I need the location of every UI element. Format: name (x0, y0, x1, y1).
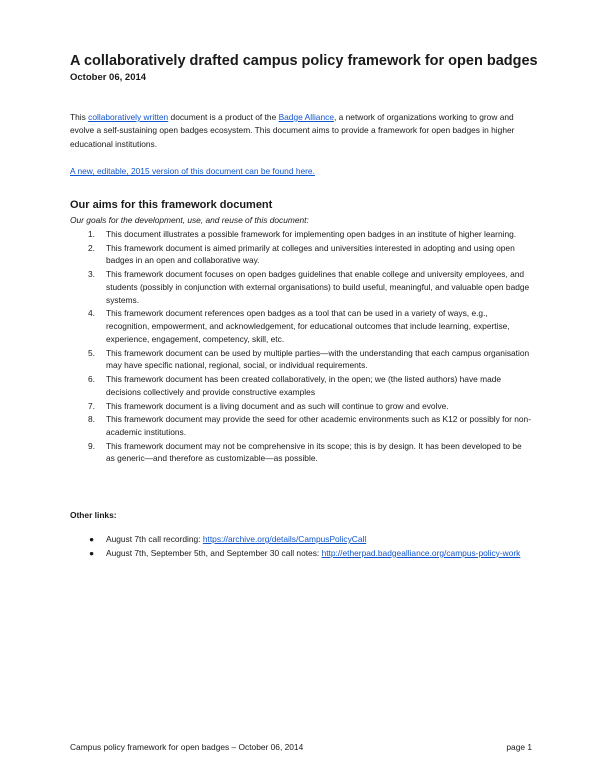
new-version-paragraph (70, 165, 315, 178)
list-item (70, 228, 532, 241)
list-number: 9. (88, 440, 95, 451)
link-label: August 7th call recording: (106, 534, 203, 544)
badge-alliance-link[interactable]: Badge Alliance (278, 112, 334, 122)
intro-text-1: This (70, 112, 89, 122)
page-number: page 1 (506, 742, 532, 752)
list-item (70, 268, 532, 306)
list-item-text: This framework document can be used by multiple parties—with the understanding that each campus organisation may have specific national, regional, social, or individual requirements. (106, 347, 530, 371)
new-version-link[interactable]: A new, editable, 2015 version of this document can be found here. (70, 166, 315, 176)
list-number: 5. (88, 347, 95, 358)
list-item-text: This framework document may provide the seed for other academic environments such as K12 or possibly for non-academic institutions. (106, 414, 531, 437)
aims-subheading: Our goals for the development, use, and reuse of this document: (70, 215, 309, 225)
list-item-text: This framework document references open badges as a tool that can be used in a variety of ways, e.g., recognition, empowerment, and acknowledgement, for educational outcomes that include learning, expertise, experience, engagement, competency, skill, etc. (106, 308, 510, 344)
list-item (70, 400, 532, 413)
call-notes-link[interactable]: http://etherpad.badgealliance.org/campus-policy-work (321, 547, 521, 558)
document-date: October 06, 2014 (70, 72, 147, 83)
list-item-text: This framework document is a living document and as such will continue to grow and evolve. (106, 400, 449, 411)
other-links-heading: Other links: (70, 510, 117, 520)
list-number: 1. (88, 229, 95, 239)
list-item-text: This document illustrates a possible framework for implementing open badges in an institute of higher learning. (106, 229, 517, 239)
list-item (70, 307, 532, 345)
aims-heading: Our aims for this framework document (70, 199, 273, 211)
link-label: August 7th, September 5th, and September 30 call notes: (106, 547, 322, 558)
intro-text-2: document is a product of the (168, 112, 279, 122)
intro-text-3: , a network of organizations working to grow and evolve a self-sustaining open badges ecosystem. This document aims to provide a framework for open badges in higher educational institutions. (70, 112, 515, 149)
footer-title: Campus policy framework for open badges – October 06, 2014 (70, 742, 304, 752)
list-number: 8. (88, 414, 95, 425)
list-number: 7. (88, 400, 95, 411)
list-item (70, 533, 532, 546)
list-item-text: This framework document may not be comprehensive in its scope; this is by design. It has been developed to be as generic—and therefore as customizable—as possible. (106, 440, 522, 464)
list-item-text: This framework document has been created collaboratively, in the open; we (the listed authors) have made decisions collectively and provide constructive examples (106, 374, 502, 397)
list-item (70, 373, 532, 398)
list-item-text: This framework document is aimed primarily at colleges and universities interested in adopting and using open badges in an open and collaborative way. (106, 242, 515, 266)
list-item (70, 413, 532, 438)
list-number: 3. (88, 269, 95, 280)
intro-paragraph (70, 111, 532, 151)
call-recording-link[interactable]: https://archive.org/details/CampusPolicyCall (202, 534, 367, 544)
list-item (70, 440, 532, 465)
list-item (70, 242, 532, 267)
list-item (70, 347, 532, 372)
list-number: 2. (88, 242, 95, 253)
list-item (70, 547, 532, 560)
aims-list (70, 228, 532, 466)
bullet-icon: ● (89, 534, 95, 544)
list-item-text: This framework document focuses on open badges guidelines that enable college and university employees, and students (possibly in conjunction with external organisations) to build useful, meaningful, and valuable open badge systems. (106, 269, 530, 305)
bullet-icon: ● (89, 547, 95, 558)
other-links-list (70, 533, 532, 560)
list-number: 6. (88, 374, 95, 385)
document-title: A collaboratively drafted campus policy framework for open badges (70, 53, 538, 69)
list-number: 4. (88, 308, 95, 319)
collaboratively-written-link[interactable]: collaboratively written (88, 112, 169, 122)
